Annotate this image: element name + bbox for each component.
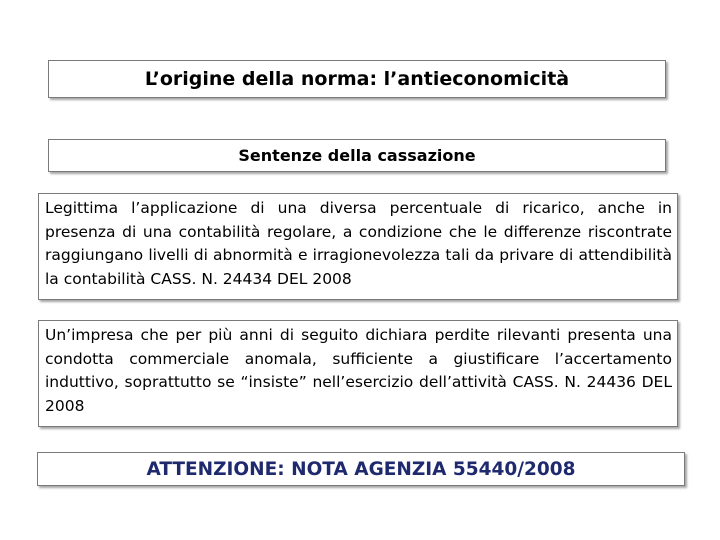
ruling-paragraph-1: Legittima l’applicazione di una diversa percentuale di ricarico, anche in presenza di una contabilità regolare, a condizione che le differenze riscontrate raggiungano livelli di abnormità e irragionevolezza tali da privare di attendibilità la contabilità CASS. N. 24434 DEL 2008 <box>38 193 678 300</box>
title-box <box>48 60 666 98</box>
slide-subtitle: Sentenze della cassazione <box>238 146 476 165</box>
alert-box <box>37 452 685 486</box>
subtitle-box <box>48 139 666 172</box>
alert-text: ATTENZIONE: NOTA AGENZIA 55440/2008 <box>146 458 576 480</box>
slide-title: L’origine della norma: l’antieconomicità <box>144 68 570 90</box>
ruling-paragraph-2: Un’impresa che per più anni di seguito dichiara perdite rilevanti presenta una condotta commerciale anomala, sufficiente a giustificare l’accertamento induttivo, soprattutto se “insiste” nell’esercizio dell’attività CASS. N. 24436 DEL 2008 <box>38 320 678 427</box>
